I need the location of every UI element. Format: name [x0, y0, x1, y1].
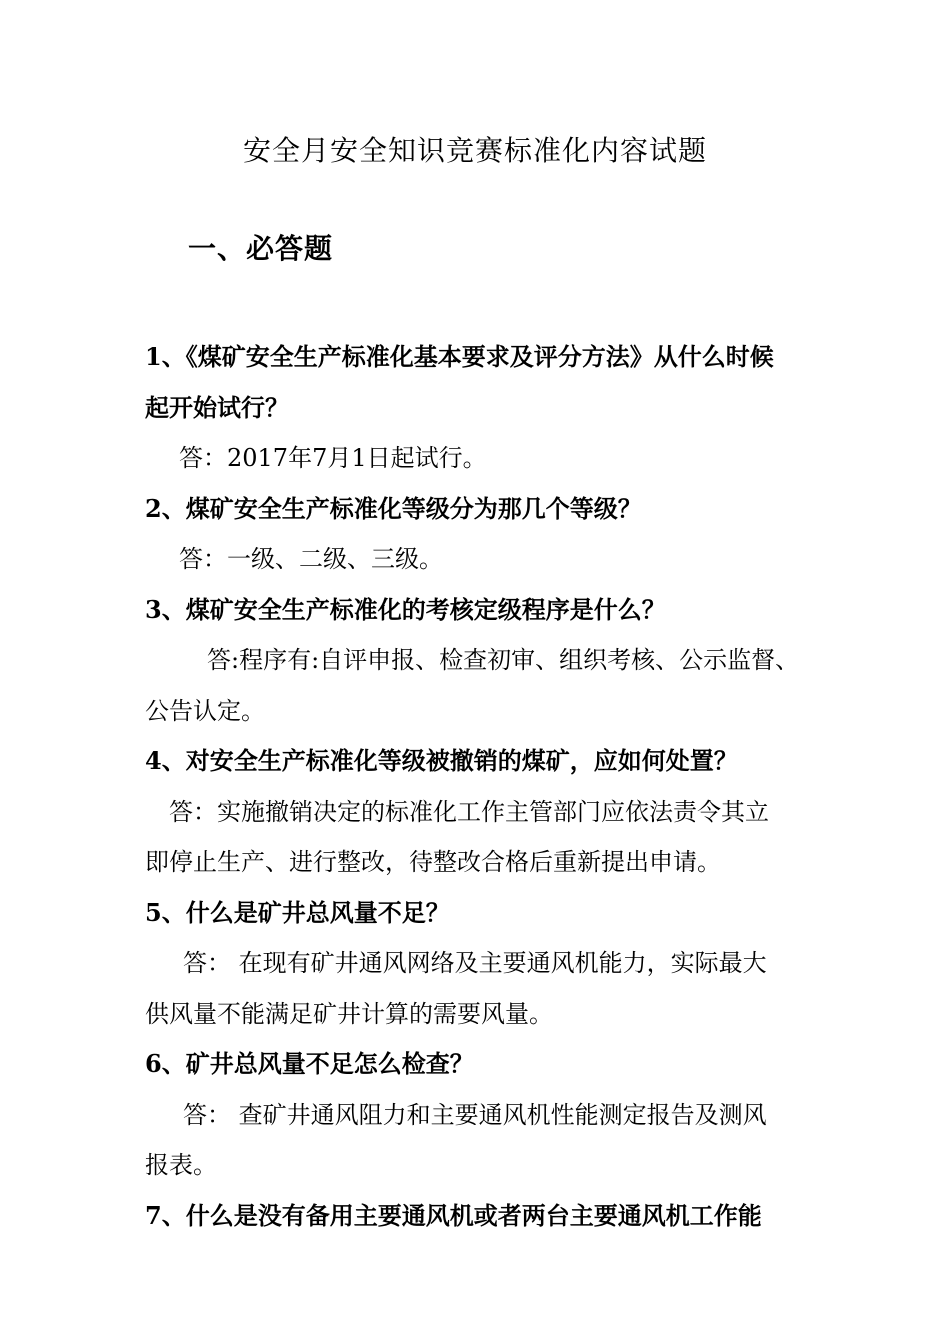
answer-3-line-2: 公告认定。	[145, 696, 265, 725]
qa-body	[145, 332, 815, 1241]
answer-4-line-2: 即停止生产、进行整改，待整改合格后重新提出申请。	[145, 848, 721, 876]
answer-6-line-2: 报表。	[145, 1151, 217, 1179]
answer-2: 答：一级、二级、三级。	[179, 545, 443, 573]
answer-3-line-1: 答:程序有:自评申报、检查初审、组织考核、公示监督、	[207, 646, 800, 674]
question-3: 3、煤矿安全生产标准化的考核定级程序是什么？	[145, 594, 666, 624]
question-5: 5、什么是矿井总风量不足？	[145, 897, 450, 927]
question-1-line-2: 起开始试行？	[145, 392, 289, 422]
question-6: 6、矿井总风量不足怎么检查？	[145, 1049, 474, 1078]
answer-5-line-1: 答： 在现有矿井通风网络及主要通风机能力，实际最大	[183, 949, 767, 977]
document-title: 安全月安全知识竞赛标准化内容试题	[242, 134, 707, 167]
question-1-line-1: 1、《煤矿安全生产标准化基本要求及评分方法》从什么时候	[145, 342, 774, 371]
question-7-line-1: 7、什么是没有备用主要通风机或者两台主要通风机工作能	[145, 1200, 762, 1230]
answer-1: 答：2017年7月1日起试行。	[179, 444, 487, 472]
answer-6-line-1: 答： 查矿井通风阻力和主要通风机性能测定报告及测风	[183, 1100, 767, 1129]
question-4: 4、对安全生产标准化等级被撤销的煤矿，应如何处置？	[145, 746, 738, 775]
question-2: 2、煤矿安全生产标准化等级分为那几个等级？	[145, 493, 642, 523]
answer-4-line-1: 答：实施撤销决定的标准化工作主管部门应依法责令其立	[169, 797, 769, 826]
section-heading: 一、必答题	[188, 232, 334, 265]
answer-5-line-2: 供风量不能满足矿井计算的需要风量。	[145, 999, 553, 1028]
